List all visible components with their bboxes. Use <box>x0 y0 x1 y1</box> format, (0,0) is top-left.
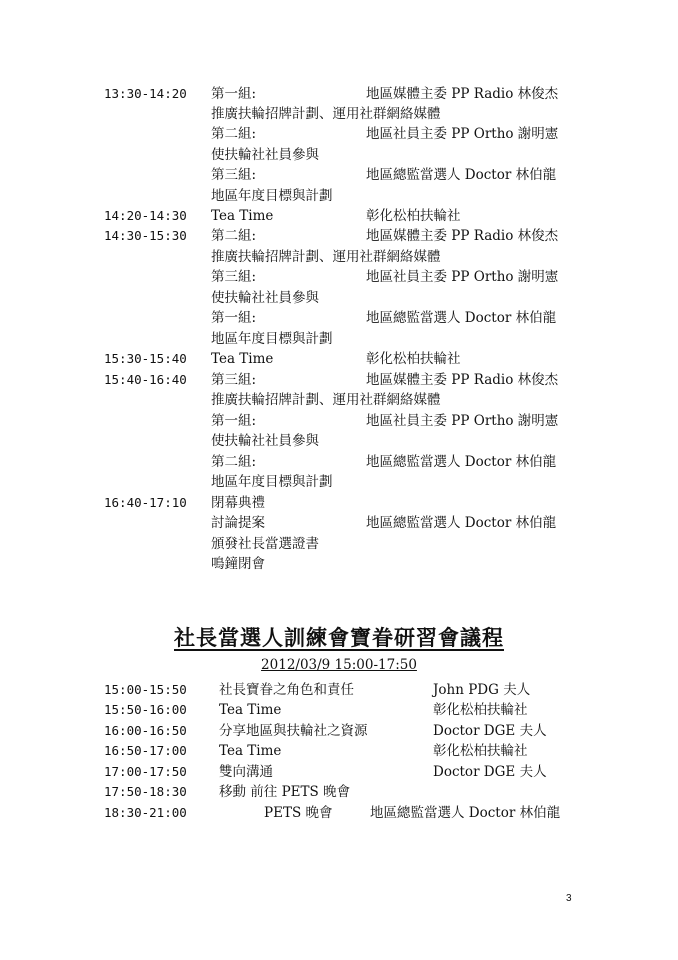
speaker-cell: 地區總監當選人 Doctor 林伯龍 <box>366 515 557 531</box>
time-cell: 15:40-16:40 <box>104 372 187 387</box>
speaker-cell: 彰化松柏扶輪社 <box>433 702 528 718</box>
group-cell: 第二組: <box>211 126 257 142</box>
group-cell: 第三組: <box>211 167 257 183</box>
speaker-cell: 地區總監當選人 Doctor 林伯龍 <box>366 310 557 326</box>
time-cell: 14:20-14:30 <box>104 208 187 223</box>
group-cell: 閉幕典禮 <box>211 495 265 511</box>
topic-cell: 推廣扶輪招牌計劃、運用社群網絡媒體 <box>211 249 441 265</box>
group-cell: Tea Time <box>211 208 274 224</box>
topic-cell: 地區年度目標與計劃 <box>211 474 333 490</box>
group-cell: 第二組: <box>211 454 257 470</box>
page-number: 3 <box>566 893 572 904</box>
time-cell: 16:40-17:10 <box>104 495 187 510</box>
item-cell: 移動 前往 PETS 晚會 <box>219 784 351 800</box>
time-cell: 17:00-17:50 <box>104 764 187 779</box>
speaker-cell: 地區總監當選人 Doctor 林伯龍 <box>366 454 557 470</box>
speaker-cell: 彰化松柏扶輪社 <box>433 743 528 759</box>
time-cell: 14:30-15:30 <box>104 228 187 243</box>
group-cell: 第一組: <box>211 86 257 102</box>
time-cell: 16:50-17:00 <box>104 743 187 758</box>
speaker-cell: Doctor DGE 夫人 <box>433 723 547 739</box>
group-cell: 第二組: <box>211 228 257 244</box>
topic-cell: 地區年度目標與計劃 <box>211 188 333 204</box>
speaker-cell: 地區媒體主委 PP Radio 林俊杰 <box>366 86 559 102</box>
item-cell: Tea Time <box>219 743 282 759</box>
group-cell: 第一組: <box>211 310 257 326</box>
time-cell: 13:30-14:20 <box>104 86 187 101</box>
group-cell: 第一組: <box>211 413 257 429</box>
group-cell: 頒發社長當選證書 <box>211 536 319 552</box>
topic-cell: 推廣扶輪招牌計劃、運用社群網絡媒體 <box>211 106 441 122</box>
item-cell: Tea Time <box>219 702 282 718</box>
time-cell: 17:50-18:30 <box>104 784 187 799</box>
seminar-date: 2012/03/9 15:00-17:50 <box>261 657 417 673</box>
item-cell: PETS 晚會 <box>264 805 333 821</box>
speaker-cell: Doctor DGE 夫人 <box>433 764 547 780</box>
time-cell: 16:00-16:50 <box>104 723 187 738</box>
time-cell: 15:30-15:40 <box>104 351 187 366</box>
time-cell: 18:30-21:00 <box>104 805 187 820</box>
speaker-cell: 地區社員主委 PP Ortho 謝明憲 <box>366 126 559 142</box>
speaker-cell: 彰化松柏扶輪社 <box>366 208 461 224</box>
speaker-cell: 地區總監當選人 Doctor 林伯龍 <box>366 167 557 183</box>
item-cell: 分享地區與扶輪社之資源 <box>219 723 368 739</box>
topic-cell: 推廣扶輪招牌計劃、運用社群網絡媒體 <box>211 392 441 408</box>
topic-cell: 地區年度目標與計劃 <box>211 331 333 347</box>
group-cell: Tea Time <box>211 351 274 367</box>
speaker-cell: 地區總監當選人 Doctor 林伯龍 <box>370 805 561 821</box>
time-cell: 15:50-16:00 <box>104 702 187 717</box>
group-cell: 第三組: <box>211 269 257 285</box>
speaker-cell: 彰化松柏扶輪社 <box>366 351 461 367</box>
speaker-cell: 地區媒體主委 PP Radio 林俊杰 <box>366 372 559 388</box>
topic-cell: 使扶輪社社員參與 <box>211 290 319 306</box>
seminar-title: 社長當選人訓練會寶眷研習會議程 <box>174 625 504 650</box>
time-cell: 15:00-15:50 <box>104 682 187 697</box>
topic-cell: 使扶輪社社員參與 <box>211 147 319 163</box>
item-cell: 社長寶眷之角色和責任 <box>219 682 354 698</box>
speaker-cell: 地區社員主委 PP Ortho 謝明憲 <box>366 413 559 429</box>
group-cell: 討論提案 <box>211 515 265 531</box>
topic-cell: 使扶輪社社員參與 <box>211 433 319 449</box>
speaker-cell: 地區媒體主委 PP Radio 林俊杰 <box>366 228 559 244</box>
item-cell: 雙向溝通 <box>219 764 273 780</box>
group-cell: 第三組: <box>211 372 257 388</box>
speaker-cell: 地區社員主委 PP Ortho 謝明憲 <box>366 269 559 285</box>
speaker-cell: John PDG 夫人 <box>433 682 531 698</box>
group-cell: 鳴鐘閉會 <box>211 556 265 572</box>
